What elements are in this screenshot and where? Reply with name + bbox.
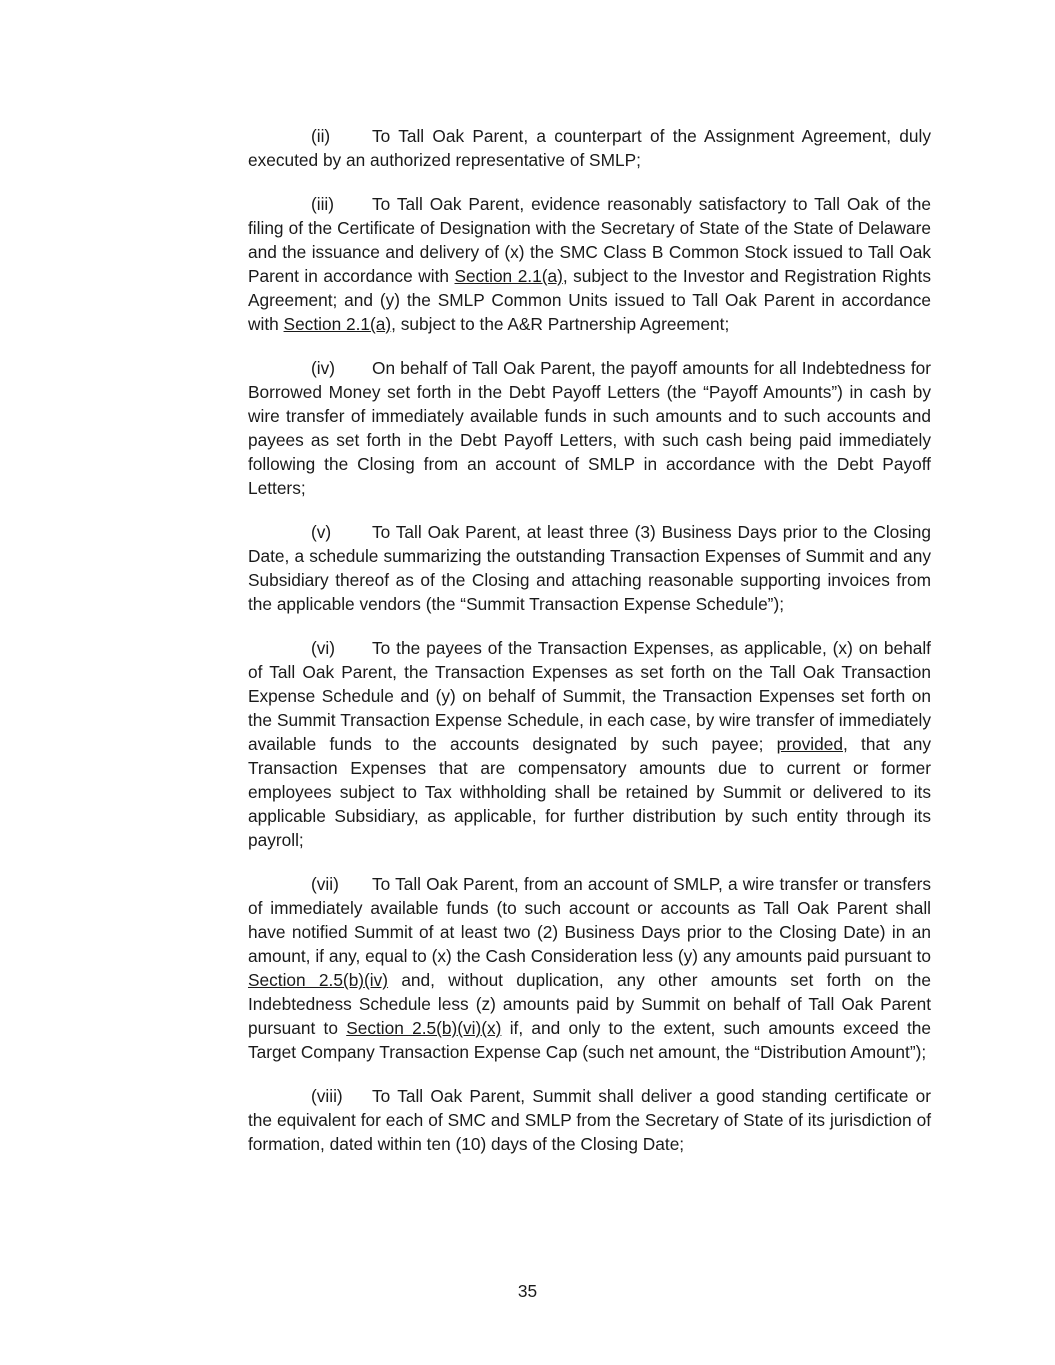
section-reference: Section 2.5(b)(iv) — [248, 970, 389, 990]
paragraph-text: and, without duplication, any other amounts set forth on the Indebtedness Schedule less (z) amounts paid by Summit on behalf of Tall Oak Parent pursuant to — [248, 970, 931, 1038]
paragraph-text: , subject to the Investor and Registration Rights Agreement; and (y) the SMLP Common Units issued to Tall Oak Parent in accordance with — [248, 266, 931, 334]
paragraph-vi — [248, 636, 931, 852]
paragraph-text: To Tall Oak Parent, evidence reasonably satisfactory to Tall Oak of the filing of the Certificate of Designation with the Secretary of State of the State of Delaware and the issuance and delivery of (x) the SMC Class B Common Stock issued to Tall Oak Parent in accordance with — [248, 194, 931, 286]
paragraph-text: , subject to the A&R Partnership Agreement; — [391, 314, 730, 334]
paragraph-number: (vi) — [311, 638, 335, 658]
section-reference: Section 2.5(b)(vi)(x) — [346, 1018, 502, 1038]
paragraph-number: (vii) — [311, 874, 339, 894]
paragraph-text: To Tall Oak Parent, from an account of SMLP, a wire transfer or transfers of immediately available funds (to such account or accounts as Tall Oak Parent shall have notified Summit of at least two (2) Business Days prior to the Closing Date) in an amount, if any, equal to (x) the Cash Consideration less (y) any amounts paid pursuant to — [248, 874, 931, 966]
paragraph-iv — [248, 356, 931, 500]
page-number: 35 — [517, 1281, 538, 1301]
paragraph-v — [248, 520, 931, 616]
paragraph-iii — [248, 192, 931, 336]
paragraph-text: if, and only to the extent, such amounts exceed the Target Company Transaction Expense Cap (such net amount, the “Distribution Amount”); — [248, 1018, 931, 1062]
paragraph-text: On behalf of Tall Oak Parent, the payoff amounts for all Indebtedness for Borrowed Money set forth in the Debt Payoff Letters (the “Payoff Amounts”) in cash by wire transfer of immediately available funds in such amounts and to such accounts and payees as set forth in the Debt Payoff Letters, with such cash being paid immediately following the Closing from an account of SMLP in accordance with the Debt Payoff Letters; — [248, 358, 931, 498]
paragraph-number: (v) — [311, 522, 332, 542]
paragraph-number: (iii) — [311, 194, 335, 214]
provided-term: provided — [776, 734, 843, 754]
section-reference: Section 2.1(a) — [454, 266, 563, 286]
paragraph-number: (iv) — [311, 358, 335, 378]
paragraph-text: To the payees of the Transaction Expenses, as applicable, (x) on behalf of Tall Oak Parent, the Transaction Expenses as set forth on the Tall Oak Transaction Expense Schedule and (y) on behalf of Summit, the Transaction Expenses set forth on the Summit Transaction Expense Schedule, in each case, by wire transfer of immediately available funds to the accounts designated by such payee; — [248, 638, 931, 754]
paragraph-text: To Tall Oak Parent, at least three (3) Business Days prior to the Closing Date, a schedule summarizing the outstanding Transaction Expenses of Summit and any Subsidiary thereof as of the Closing and attaching reasonable supporting invoices from the applicable vendors (the “Summit Transaction Expense Schedule”); — [248, 522, 931, 614]
paragraph-text: To Tall Oak Parent, a counterpart of the Assignment Agreement, duly executed by an authorized representative of SMLP; — [248, 126, 931, 170]
paragraph-text: To Tall Oak Parent, Summit shall deliver a good standing certificate or the equivalent for each of SMC and SMLP from the Secretary of State of its jurisdiction of formation, dated within ten (10) days of the Closing Date; — [248, 1086, 931, 1154]
paragraph-text: , that any Transaction Expenses that are compensatory amounts due to current or former employees subject to Tax withholding shall be retained by Summit or delivered to its applicable Subsidiary, as applicable, for further distribution by such entity through its payroll; — [248, 734, 931, 850]
paragraph-vii — [248, 872, 931, 1064]
document-body — [248, 124, 931, 1176]
section-reference: Section 2.1(a) — [283, 314, 392, 334]
paragraph-number: (ii) — [311, 126, 331, 146]
paragraph-viii — [248, 1084, 931, 1156]
paragraph-ii — [248, 124, 931, 172]
paragraph-number: (viii) — [311, 1086, 343, 1106]
